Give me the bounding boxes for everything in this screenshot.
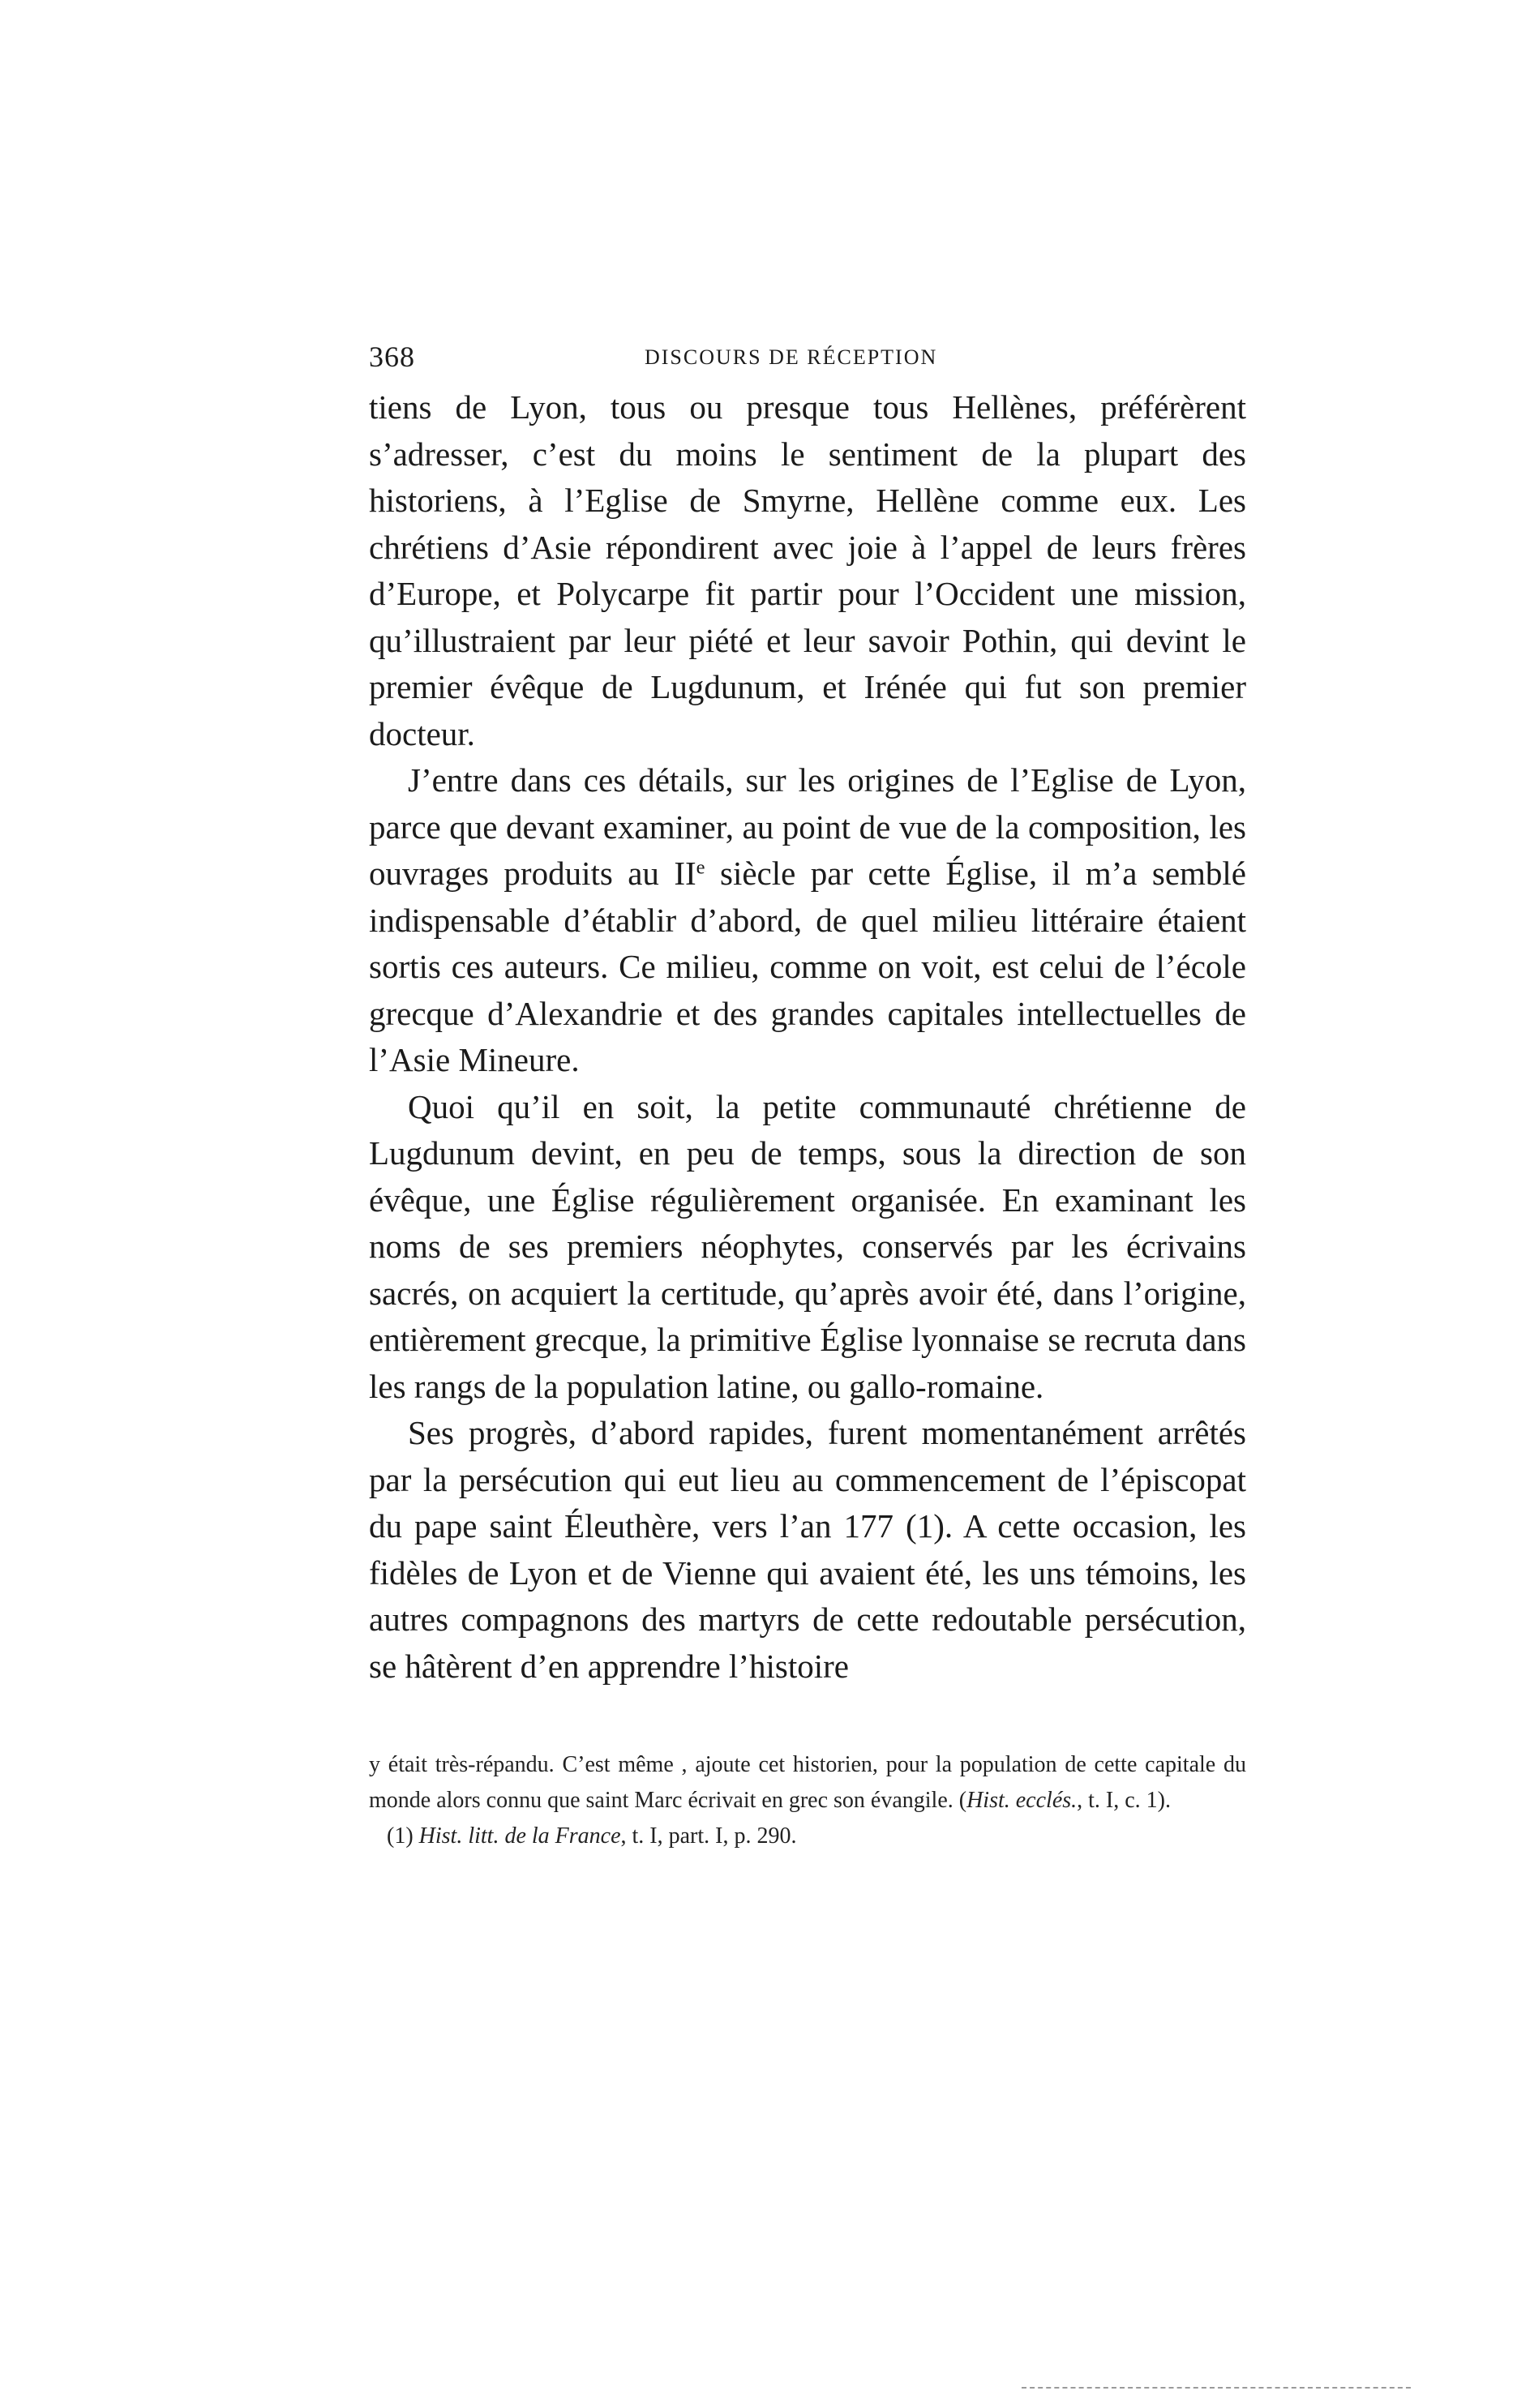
paragraph-2-text-b: siècle par cette Église, il m’a semblé indispensable d’établir d’abord, de quel milieu littéraire étaient sortis ces auteurs. Ce milieu, comme on voit, est celui de l’école grecque d’Alexandrie et des grandes capitales intellectuelles de l’Asie Mineure. xyxy=(369,855,1246,1078)
page-number: 368 xyxy=(369,341,415,373)
running-head xyxy=(369,336,1246,377)
footnotes xyxy=(369,1747,1246,1854)
century-superscript: e xyxy=(696,856,705,879)
body-text xyxy=(369,384,1246,1690)
footnote-1-ref: Hist. litt. de la France xyxy=(418,1823,621,1849)
footnote-1 xyxy=(369,1819,1246,1854)
footnote-continued-text: y était très-répandu. C’est même , ajoute cet historien, pour la population de cette capitale du monde alors connu que saint Marc écrivait en grec son évangile. ( xyxy=(369,1752,1246,1813)
running-title: DISCOURS DE RÉCEPTION xyxy=(645,345,938,369)
paragraph-1: tiens de Lyon, tous ou presque tous Hellènes, préférèrent s’adresser, c’est du moins le sentiment de la plupart des historiens, à l’Eglise de Smyrne, Hellène comme eux. Les chrétiens d’Asie répondirent avec joie à l’appel de leurs frères d’Europe, et Polycarpe fit partir pour l’Occident une mission, qu’illustraient par leur piété et leur savoir Pothin, qui devint le premier évêque de Lugdunum, et Irénée qui fut son premier docteur. xyxy=(369,388,1246,752)
footnote-1-marker: (1) xyxy=(387,1823,414,1849)
footnote-continued xyxy=(369,1747,1246,1819)
footnote-1-tail: , t. I, part. I, p. 290. xyxy=(620,1823,797,1849)
bottom-dashed-rule xyxy=(1022,2387,1411,2389)
footnote-continued-ref: Hist. ecclés. xyxy=(966,1788,1078,1813)
paragraph-3: Quoi qu’il en soit, la petite communauté chrétienne de Lugdunum devint, en peu de temps, sous la direction de son évêque, une Église régulièrement organisée. En examinant les noms de ses premiers néophytes, conservés par les écrivains sacrés, on acquiert la certitude, qu’après avoir été, dans l’origine, entièrement grecque, la primitive Église lyonnaise se recruta dans les rangs de la population latine, ou gallo-romaine. xyxy=(369,1087,1246,1405)
paragraph-4: Ses progrès, d’abord rapides, furent momentanément arrêtés par la persécution qui eut lieu au commencement de l’épiscopat du pape saint Éleuthère, vers l’an 177 (1). A cette occasion, les fidèles de Lyon et de Vienne qui avaient été, les uns témoins, les autres compagnons des martyrs de cette redoutable persécution, se hâtèrent d’en apprendre l’histoire xyxy=(369,1414,1246,1685)
paragraph-2 xyxy=(369,757,1246,1084)
paragraph-2-text-a: J’entre dans ces détails, sur les origines de l’Eglise de Lyon, parce que devant examiner, au point de vue de la composition, les ouvrages produits au II xyxy=(369,761,1246,892)
footnote-continued-tail: , t. I, c. 1). xyxy=(1077,1788,1171,1813)
